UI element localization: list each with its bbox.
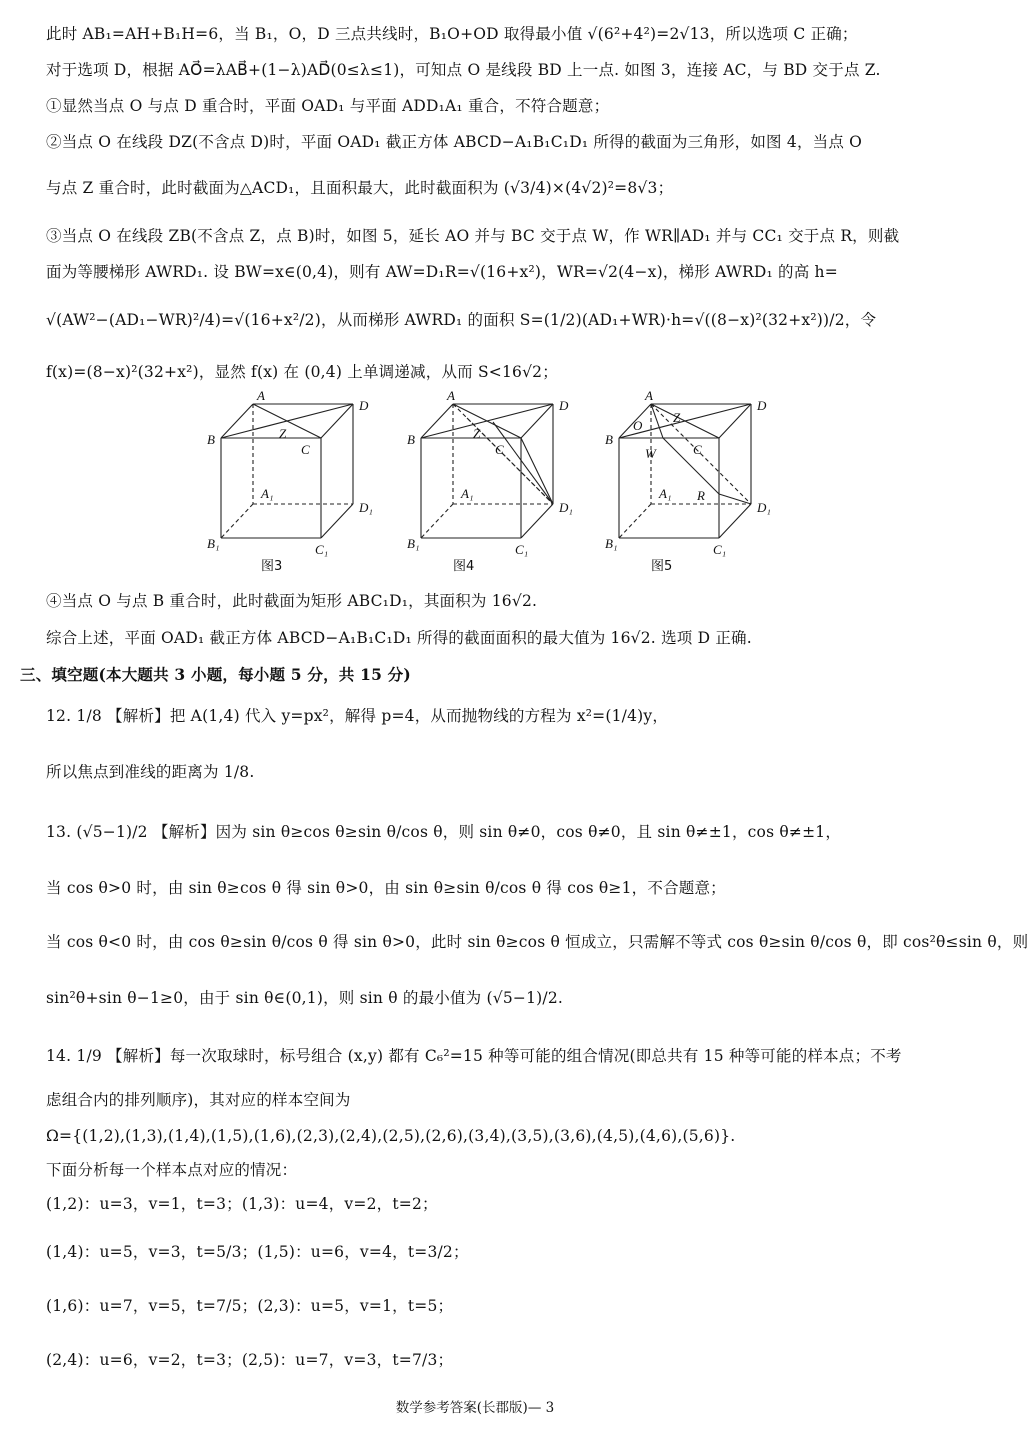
label-c1: C₁ (713, 542, 727, 557)
text-line: 与点 Z 重合时，此时截面为△ACD₁，且面积最大，此时截面积为 (√3/4)×(4√2)²=8√3； (46, 179, 674, 197)
label-c: C (301, 442, 310, 457)
label-a1: A₁ (461, 486, 474, 501)
text-line: (1,4)：u=5，v=3，t=5/3；(1,5)：u=6，v=4，t=3/2； (46, 1243, 469, 1261)
text-line: √(AW²−(AD₁−WR)²/4)=√(16+x²/2)，从而梯形 AWRD₁ 的面积 S=(1/2)(AD₁+WR)·h=√((8−x)²(32+x²))/2，令 (46, 311, 877, 329)
text-line: sin²θ+sin θ−1≥0，由于 sin θ∈(0,1)，则 sin θ 的最小值为 (√5−1)/2. (46, 989, 564, 1007)
figure-5 (593, 388, 771, 578)
text-line: ①显然当点 O 与点 D 重合时，平面 OAD₁ 与平面 ADD₁A₁ 重合，不符合题意； (46, 97, 610, 115)
label-o: O (633, 418, 643, 433)
text-line: 当 cos θ<0 时，由 cos θ≥sin θ/cos θ 得 sin θ>0，此时 sin θ≥cos θ 恒成立，只需解不等式 cos θ≥sin θ/cos θ，即 cos²θ≤sin θ，则 (46, 933, 1028, 951)
label-a1: A₁ (659, 486, 672, 501)
label-c: C (693, 442, 702, 457)
text-line: 下面分析每一个样本点对应的情况： (46, 1161, 298, 1179)
label-a: A (645, 388, 653, 403)
label-b1: B₁ (207, 536, 220, 551)
label-b1: B₁ (605, 536, 618, 551)
text-line: 此时 AB₁=AH+B₁H=6，当 B₁，O，D 三点共线时，B₁O+OD 取得最小值 √(6²+4²)=2√13，所以选项 C 正确； (46, 25, 858, 43)
label-d1: D₁ (757, 500, 771, 515)
label-d: D (559, 398, 569, 413)
label-a: A (447, 388, 455, 403)
label-r: R (697, 488, 705, 503)
figure-5-caption: 图5 (651, 559, 673, 574)
text-line: 综合上述，平面 OAD₁ 截正方体 ABCD−A₁B₁C₁D₁ 所得的截面面积的最大值为 16√2. 选项 D 正确. (46, 629, 752, 647)
figure-group (195, 388, 795, 578)
page-footer: 数学参考答案(长郡版)— 3 (395, 1400, 555, 1416)
label-d1: D₁ (359, 500, 373, 515)
label-d1: D₁ (559, 500, 573, 515)
label-a1: A₁ (261, 486, 274, 501)
label-c: C (495, 442, 504, 457)
text-line: 14. 1/9 【解析】每一次取球时，标号组合 (x,y) 都有 C₆²=15 种等可能的组合情况(即总共有 15 种等可能的样本点；不考 (46, 1047, 902, 1065)
text-line: (1,2)：u=3，v=1，t=3；(1,3)：u=4，v=2，t=2； (46, 1195, 438, 1213)
text-line: 13. (√5−1)/2 【解析】因为 sin θ≥cos θ≥sin θ/cos θ，则 sin θ≠0，cos θ≠0，且 sin θ≠±1，cos θ≠±1， (46, 823, 842, 841)
label-z: Z (279, 426, 287, 441)
figure-4-caption: 图4 (453, 559, 475, 574)
text-line: 对于选项 D，根据 AO⃗=λAB⃗+(1−λ)AD⃗(0≤λ≤1)，可知点 O 是线段 BD 上一点. 如图 3，连接 AC，与 BD 交于点 Z. (46, 61, 881, 79)
text-line: Ω={(1,2),(1,3),(1,4),(1,5),(1,6),(2,3),(2,4),(2,5),(2,6),(3,4),(3,5),(3,6),(4,5),(4,6),(5,6)}. (46, 1127, 736, 1145)
label-a: A (257, 388, 265, 403)
text-line: ④当点 O 与点 B 重合时，此时截面为矩形 ABC₁D₁，其面积为 16√2. (46, 592, 538, 610)
label-z: Z (673, 410, 681, 425)
label-z: Z (473, 426, 481, 441)
text-line: 虑组合内的排列顺序)，其对应的样本空间为 (46, 1091, 351, 1109)
text-line: (2,4)：u=6，v=2，t=3；(2,5)：u=7，v=3，t=7/3； (46, 1351, 454, 1369)
label-d: D (757, 398, 767, 413)
figure-3 (195, 388, 373, 578)
text-line: 所以焦点到准线的距离为 1/8. (46, 763, 255, 781)
text-line: ③当点 O 在线段 ZB(不含点 Z，点 B)时，如图 5，延长 AO 并与 BC 交于点 W，作 WR∥AD₁ 并与 CC₁ 交于点 R，则截 (46, 227, 900, 245)
text-line: (1,6)：u=7，v=5，t=7/5；(2,3)：u=5，v=1，t=5； (46, 1297, 454, 1315)
text-line: 当 cos θ>0 时，由 sin θ≥cos θ 得 sin θ>0，由 sin θ≥sin θ/cos θ 得 cos θ≥1，不合题意； (46, 879, 726, 897)
label-b: B (605, 432, 613, 447)
text-line: 面为等腰梯形 AWRD₁. 设 BW=x∈(0,4)，则有 AW=D₁R=√(16+x²)，WR=√2(4−x)，梯形 AWRD₁ 的高 h= (46, 263, 838, 281)
text-line: ②当点 O 在线段 DZ(不含点 D)时，平面 OAD₁ 截正方体 ABCD−A₁B₁C₁D₁ 所得的截面为三角形，如图 4，当点 O (46, 133, 863, 151)
label-c1: C₁ (515, 542, 529, 557)
figure-3-caption: 图3 (261, 559, 283, 574)
label-b: B (407, 432, 415, 447)
label-c1: C₁ (315, 542, 329, 557)
figure-4 (395, 388, 573, 578)
label-w: W (645, 446, 656, 461)
text-line: f(x)=(8−x)²(32+x²)，显然 f(x) 在 (0,4) 上单调递减，从而 S<16√2； (46, 363, 558, 381)
text-line: 12. 1/8 【解析】把 A(1,4) 代入 y=px²，解得 p=4，从而抛物线的方程为 x²=(1/4)y， (46, 707, 669, 725)
label-b: B (207, 432, 215, 447)
label-d: D (359, 398, 369, 413)
label-b1: B₁ (407, 536, 420, 551)
section-heading: 三、填空题(本大题共 3 小题，每小题 5 分，共 15 分) (20, 665, 411, 684)
